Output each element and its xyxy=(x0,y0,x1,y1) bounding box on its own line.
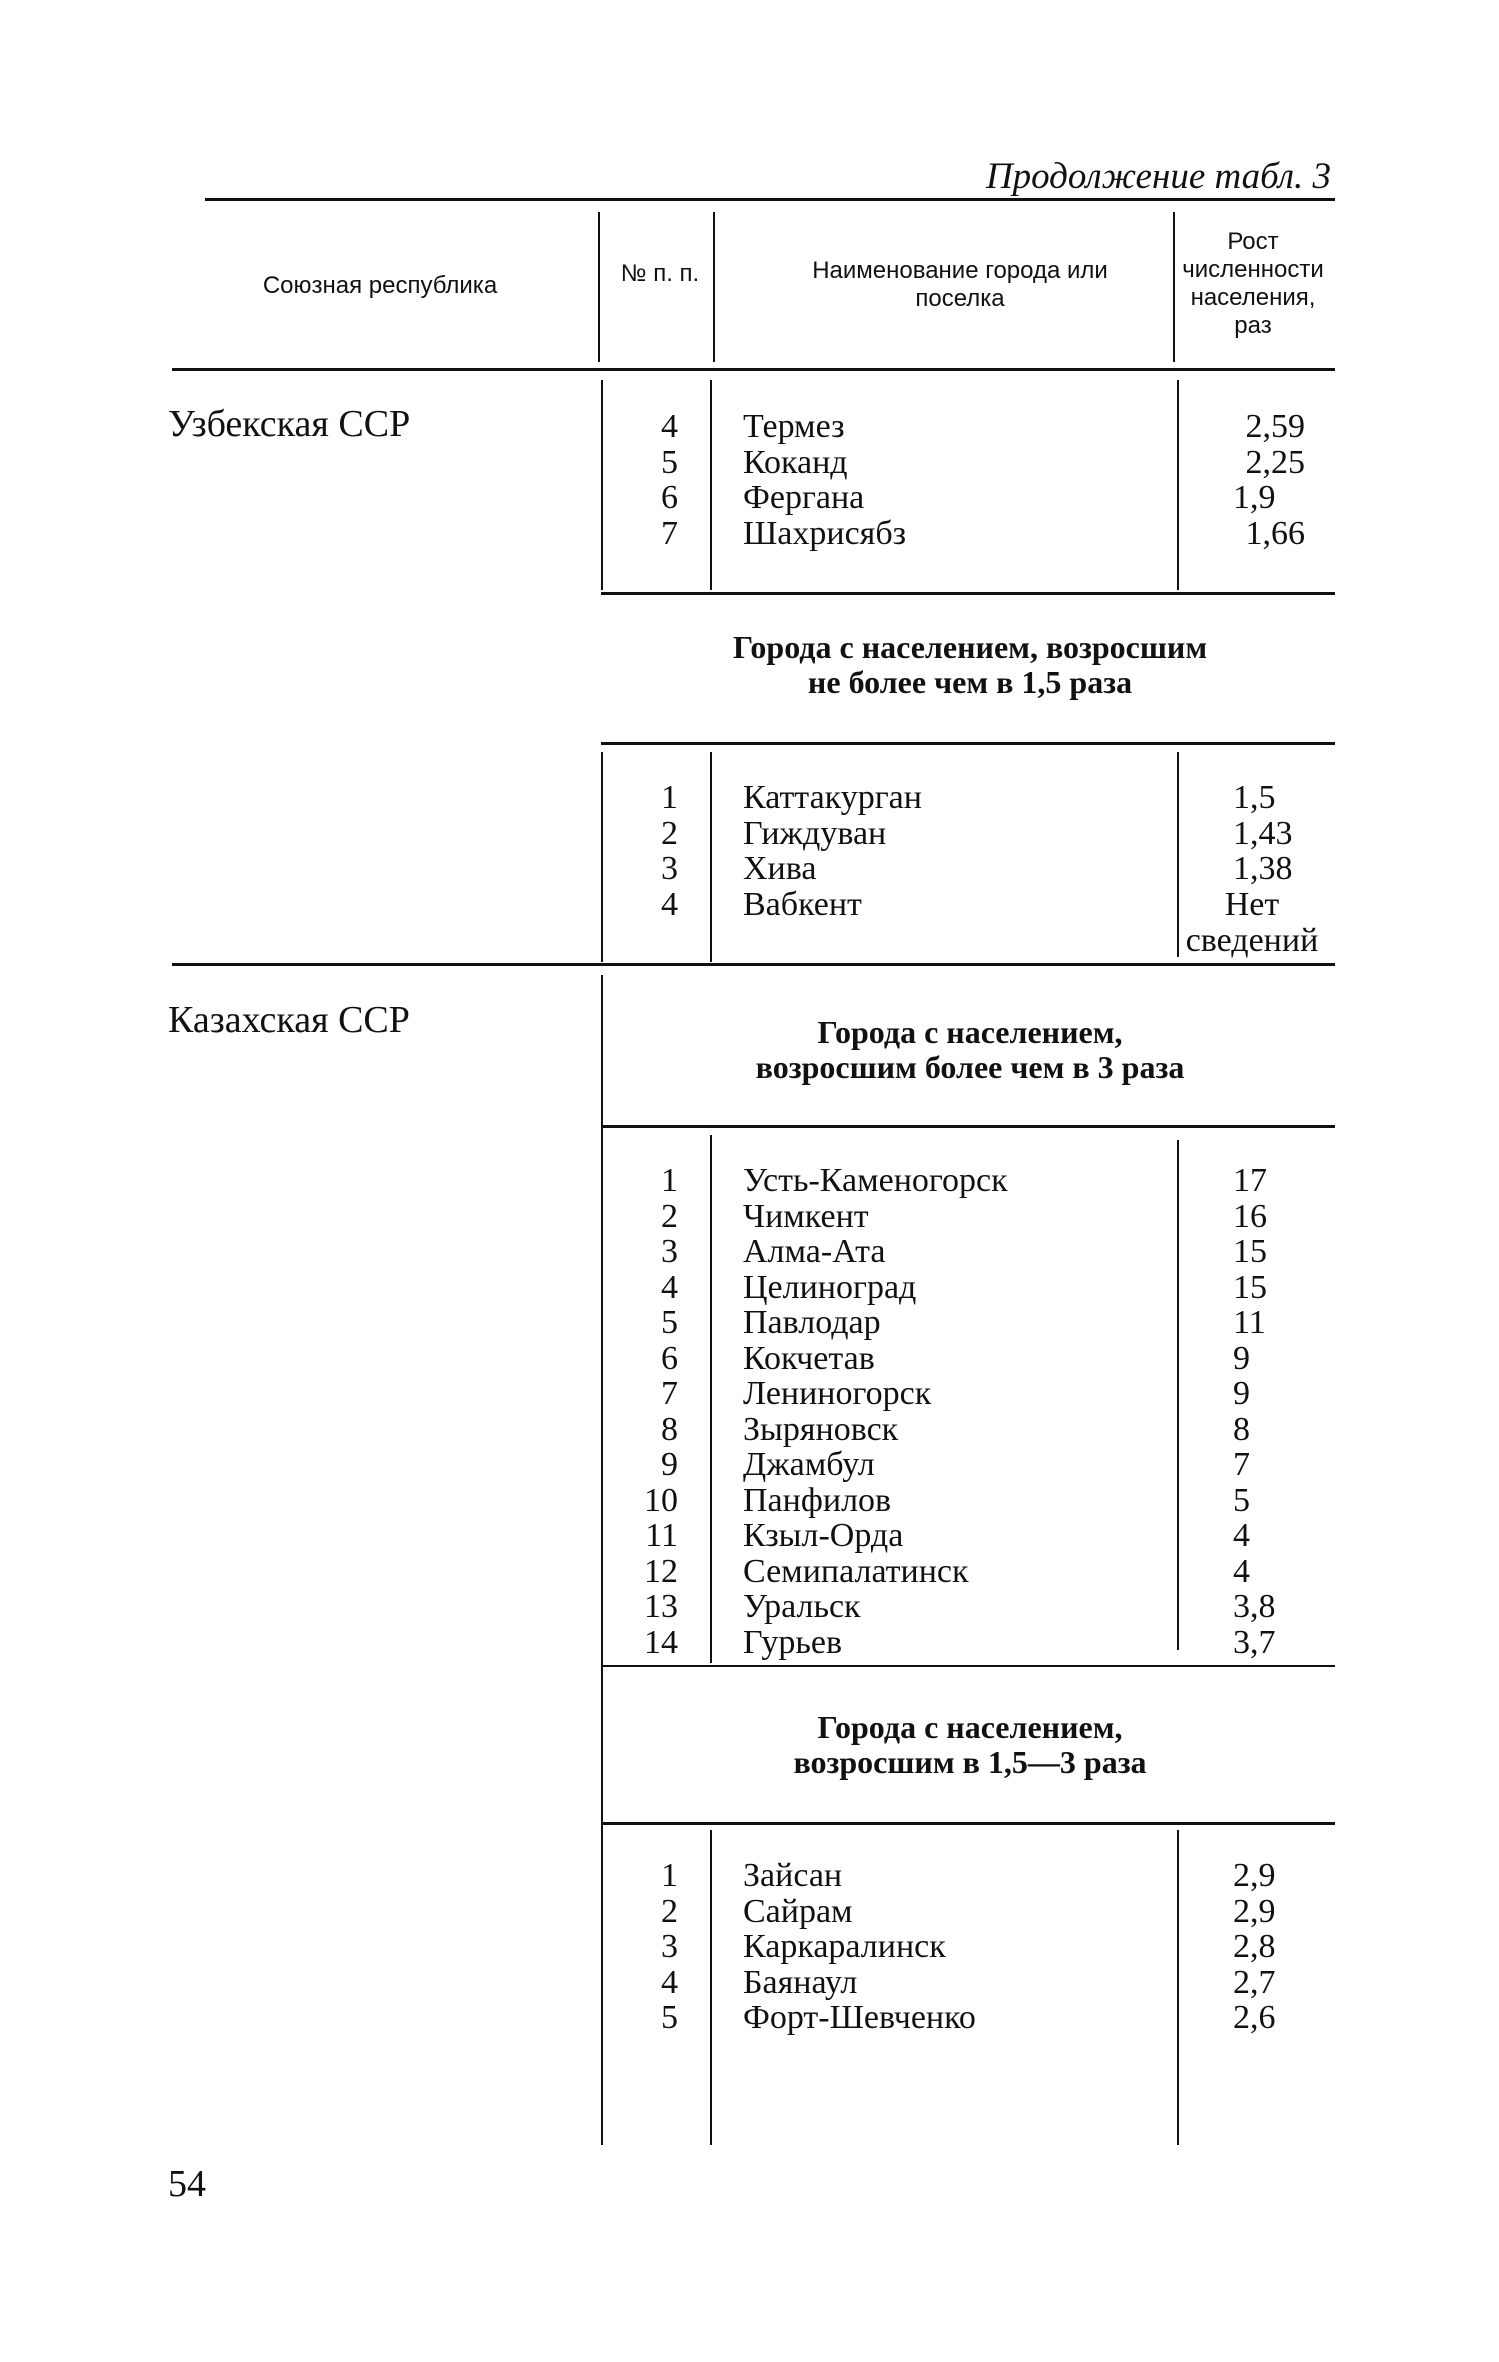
no-data-note: Нет сведений xyxy=(1185,886,1319,959)
city-name: Джамбул xyxy=(743,1446,875,1483)
growth-value: 15 xyxy=(1233,1233,1267,1270)
uzbek-g2-values xyxy=(1233,780,1293,887)
city-name: Коканд xyxy=(743,443,848,481)
city-name: Алма-Ата xyxy=(743,1233,886,1270)
city-name: Зыряновск xyxy=(743,1410,899,1448)
header-bottom-rule xyxy=(172,368,1335,371)
uzbek-g1-numbers xyxy=(618,409,678,551)
row-number: 3 xyxy=(661,850,678,887)
row-number: 5 xyxy=(661,1304,678,1341)
uzbek-g2-numbers xyxy=(618,780,678,922)
city-name: Целиноград xyxy=(743,1268,917,1306)
row-number: 6 xyxy=(661,1339,678,1377)
row-number: 7 xyxy=(661,514,678,552)
kazakh-g2-city-divider xyxy=(710,1830,712,2145)
kazakh-g2-title: Города с населением, возросшим в 1,5—3 раза xyxy=(793,1709,1147,1780)
uzbek-g2-number-divider xyxy=(601,752,603,962)
kazakh-g1-numbers xyxy=(618,1163,678,1660)
growth-value: 1,66 xyxy=(1245,514,1305,552)
row-number: 5 xyxy=(661,1999,678,2036)
growth-value: 17 xyxy=(1233,1162,1267,1199)
city-name: Форт-Шевченко xyxy=(743,1999,976,2036)
row-number: 7 xyxy=(661,1375,678,1412)
kazakh-g1-values xyxy=(1233,1163,1276,1660)
header-divider-2 xyxy=(713,212,715,362)
uzbek-city-divider xyxy=(710,380,712,590)
growth-value: 1,9 xyxy=(1233,479,1276,516)
header-republic: Союзная республика xyxy=(262,272,498,299)
row-number: 1 xyxy=(661,779,678,816)
row-number: 9 xyxy=(661,1446,678,1483)
growth-value: 2,6 xyxy=(1233,1999,1276,2036)
city-name: Уральск xyxy=(743,1588,861,1625)
growth-value: 1,38 xyxy=(1233,850,1293,887)
row-number: 1 xyxy=(661,1857,678,1894)
growth-value: 8 xyxy=(1233,1410,1250,1448)
republic-uzbek: Узбекская ССР xyxy=(168,403,411,445)
kazakh-g2-values xyxy=(1233,1858,1276,2036)
growth-value: 9 xyxy=(1233,1375,1250,1412)
growth-value: 2,7 xyxy=(1233,1963,1276,2001)
city-name: Панфилов xyxy=(743,1481,892,1519)
uzbek-number-divider xyxy=(601,380,603,590)
row-number: 3 xyxy=(661,1233,678,1270)
table-top-rule xyxy=(205,198,1335,201)
city-name: Термез xyxy=(743,408,845,445)
kazakh-g2-numbers xyxy=(618,1858,678,2036)
city-name: Гурьев xyxy=(743,1623,843,1661)
city-name: Павлодар xyxy=(743,1304,881,1341)
header-divider-3 xyxy=(1173,212,1175,362)
kazakh-g1-value-divider xyxy=(1177,1140,1179,1650)
city-name: Вабкент xyxy=(743,885,862,923)
growth-value: 2,25 xyxy=(1245,443,1305,481)
kazakh-g1-cities xyxy=(743,1163,1008,1660)
growth-value: 2,9 xyxy=(1233,1857,1276,1894)
city-name: Кзыл-Орда xyxy=(743,1517,904,1554)
row-number: 4 xyxy=(661,408,678,445)
city-name: Зайсан xyxy=(743,1857,843,1894)
kazakh-g2-value-divider xyxy=(1177,1830,1179,2145)
row-number: 1 xyxy=(661,1162,678,1199)
row-number: 4 xyxy=(661,1268,678,1306)
growth-value: 15 xyxy=(1233,1268,1267,1306)
kazakh-main-divider xyxy=(601,975,603,2145)
row-number: 8 xyxy=(661,1410,678,1448)
city-name: Сайрам xyxy=(743,1892,853,1930)
header-city: Наименование города или поселка xyxy=(812,257,1108,312)
row-number: 2 xyxy=(661,1197,678,1235)
growth-value: 11 xyxy=(1233,1304,1266,1341)
uzbek-g2-cities xyxy=(743,780,922,922)
growth-value: 2,59 xyxy=(1245,408,1305,445)
city-name: Каттакурган xyxy=(743,779,922,816)
row-number: 11 xyxy=(645,1517,678,1554)
uzbek-g2-title-bottom-rule xyxy=(601,742,1335,745)
row-number: 12 xyxy=(644,1552,678,1590)
city-name: Гиждуван xyxy=(743,814,887,852)
city-name: Баянаул xyxy=(743,1963,858,2001)
row-number: 3 xyxy=(661,1928,678,1965)
growth-value: 16 xyxy=(1233,1197,1267,1235)
growth-value: 7 xyxy=(1233,1446,1250,1483)
growth-value: 4 xyxy=(1233,1552,1250,1590)
kazakh-g2-title-bottom-rule xyxy=(601,1822,1335,1825)
growth-value: 3,8 xyxy=(1233,1588,1276,1625)
row-number: 4 xyxy=(661,885,678,923)
city-name: Шахрисябз xyxy=(743,514,907,552)
kazakh-g1-city-divider xyxy=(710,1135,712,1663)
city-name: Фергана xyxy=(743,479,865,516)
city-name: Усть-Каменогорск xyxy=(743,1162,1008,1199)
uzbek-g2-city-divider xyxy=(710,752,712,962)
republic-kazakh: Казахская ССР xyxy=(168,999,410,1041)
kazakh-g1-title-bottom-rule xyxy=(601,1125,1335,1128)
row-number: 14 xyxy=(644,1623,678,1661)
row-number: 10 xyxy=(644,1481,678,1519)
row-number: 2 xyxy=(661,814,678,852)
row-number: 13 xyxy=(644,1588,678,1625)
table-continuation-label: Продолжение табл. 3 xyxy=(985,156,1331,197)
header-number: № п. п. xyxy=(620,260,700,287)
header-divider-1 xyxy=(598,212,600,362)
city-name: Лениногорск xyxy=(743,1375,932,1412)
growth-value: 4 xyxy=(1233,1517,1250,1554)
city-name: Хива xyxy=(743,850,817,887)
page-number: 54 xyxy=(168,2163,206,2205)
uzbek-g1-values xyxy=(1130,409,1305,551)
kazakh-g1-bottom-rule xyxy=(601,1665,1335,1667)
uzbek-bottom-rule xyxy=(172,963,1335,966)
growth-value: 2,9 xyxy=(1233,1892,1276,1930)
row-number: 5 xyxy=(661,443,678,481)
city-name: Семипалатинск xyxy=(743,1552,969,1590)
kazakh-g2-cities xyxy=(743,1858,976,2036)
uzbek-g1-cities xyxy=(743,409,906,551)
uzbek-g2-title-top-rule xyxy=(601,592,1335,595)
growth-value: 1,43 xyxy=(1233,814,1293,852)
row-number: 4 xyxy=(661,1963,678,2001)
growth-value: 9 xyxy=(1233,1339,1250,1377)
row-number: 2 xyxy=(661,1892,678,1930)
kazakh-g1-title: Города с населением, возросшим более чем в 3 раза xyxy=(755,1014,1185,1085)
growth-value: 5 xyxy=(1233,1481,1250,1519)
growth-value: 1,5 xyxy=(1233,779,1276,816)
growth-value: 3,7 xyxy=(1233,1623,1276,1661)
header-growth: Рост численности населения, раз xyxy=(1182,228,1324,339)
growth-value: 2,8 xyxy=(1233,1928,1276,1965)
city-name: Кокчетав xyxy=(743,1339,875,1377)
city-name: Каркаралинск xyxy=(743,1928,946,1965)
uzbek-g2-title: Города с населением, возросшим не более чем в 1,5 раза xyxy=(732,629,1208,700)
row-number: 6 xyxy=(661,479,678,516)
city-name: Чимкент xyxy=(743,1197,869,1235)
